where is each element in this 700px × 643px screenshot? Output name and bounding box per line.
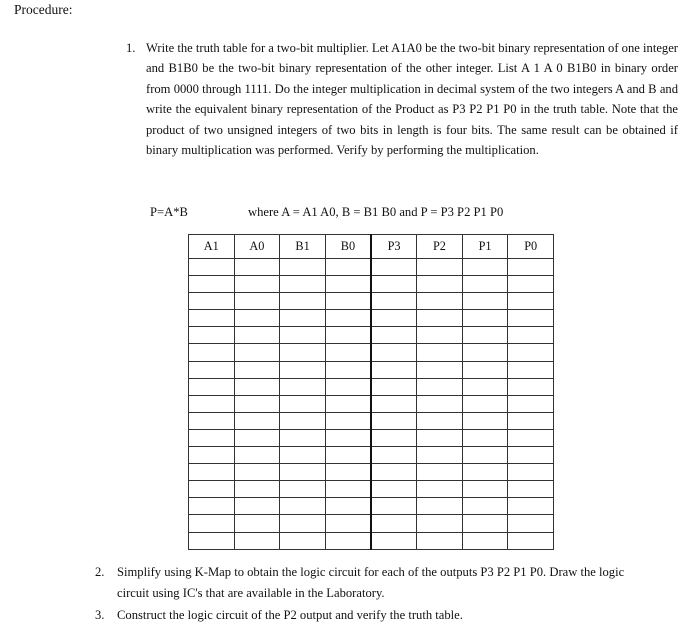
table-row bbox=[189, 276, 554, 293]
table-cell bbox=[189, 276, 235, 293]
table-cell bbox=[462, 412, 508, 429]
table-cell bbox=[371, 293, 417, 310]
table-cell bbox=[280, 378, 326, 395]
table-cell bbox=[417, 481, 463, 498]
table-cell bbox=[417, 515, 463, 532]
table-cell bbox=[280, 515, 326, 532]
table-cell bbox=[508, 378, 554, 395]
table-cell bbox=[325, 293, 371, 310]
table-cell bbox=[508, 276, 554, 293]
table-cell bbox=[189, 293, 235, 310]
table-cell bbox=[508, 412, 554, 429]
table-cell bbox=[417, 276, 463, 293]
table-cell bbox=[325, 378, 371, 395]
table-cell bbox=[280, 327, 326, 344]
table-cell bbox=[508, 293, 554, 310]
table-cell bbox=[280, 464, 326, 481]
table-cell bbox=[234, 327, 280, 344]
table-cell bbox=[462, 310, 508, 327]
table-row bbox=[189, 464, 554, 481]
table-cell bbox=[234, 412, 280, 429]
column-header-b0: B0 bbox=[325, 235, 371, 259]
table-cell bbox=[417, 412, 463, 429]
table-cell bbox=[371, 276, 417, 293]
procedure-heading: Procedure: bbox=[14, 2, 73, 17]
table-cell bbox=[325, 532, 371, 549]
table-cell bbox=[508, 498, 554, 515]
column-header-p2: P2 bbox=[417, 235, 463, 259]
table-cell bbox=[189, 515, 235, 532]
step-3-text: Construct the logic circuit of the P2 output and verify the truth table. bbox=[117, 608, 463, 622]
column-header-a1: A1 bbox=[189, 235, 235, 259]
table-cell bbox=[325, 327, 371, 344]
table-row bbox=[189, 447, 554, 464]
table-cell bbox=[417, 327, 463, 344]
table-cell bbox=[325, 361, 371, 378]
table-cell bbox=[462, 464, 508, 481]
truth-table-header-row bbox=[189, 235, 554, 259]
table-row bbox=[189, 481, 554, 498]
table-cell bbox=[325, 481, 371, 498]
table-cell bbox=[234, 532, 280, 549]
table-cell bbox=[325, 429, 371, 446]
table-cell bbox=[462, 498, 508, 515]
table-cell bbox=[325, 344, 371, 361]
table-cell bbox=[189, 395, 235, 412]
table-cell bbox=[280, 481, 326, 498]
table-cell bbox=[280, 310, 326, 327]
table-cell bbox=[462, 481, 508, 498]
table-cell bbox=[234, 498, 280, 515]
step-2 bbox=[95, 562, 655, 603]
table-row bbox=[189, 344, 554, 361]
table-cell bbox=[280, 276, 326, 293]
step-3 bbox=[95, 605, 655, 626]
table-cell bbox=[508, 344, 554, 361]
truth-table-body bbox=[189, 259, 554, 550]
table-cell bbox=[325, 515, 371, 532]
table-row bbox=[189, 429, 554, 446]
table-cell bbox=[417, 378, 463, 395]
table-cell bbox=[280, 532, 326, 549]
table-cell bbox=[462, 344, 508, 361]
column-header-a0: A0 bbox=[234, 235, 280, 259]
table-cell bbox=[280, 361, 326, 378]
step-1 bbox=[126, 38, 678, 160]
table-cell bbox=[371, 310, 417, 327]
table-cell bbox=[189, 378, 235, 395]
table-cell bbox=[417, 310, 463, 327]
table-cell bbox=[189, 447, 235, 464]
column-header-b1: B1 bbox=[280, 235, 326, 259]
table-cell bbox=[189, 310, 235, 327]
table-cell bbox=[417, 447, 463, 464]
table-cell bbox=[189, 344, 235, 361]
table-cell bbox=[462, 361, 508, 378]
table-cell bbox=[234, 361, 280, 378]
step-1-number: 1. bbox=[126, 41, 136, 55]
table-cell bbox=[371, 515, 417, 532]
table-row bbox=[189, 310, 554, 327]
table-cell bbox=[234, 515, 280, 532]
table-cell bbox=[234, 429, 280, 446]
column-header-p1: P1 bbox=[462, 235, 508, 259]
table-cell bbox=[371, 498, 417, 515]
table-cell bbox=[280, 429, 326, 446]
table-cell bbox=[508, 464, 554, 481]
table-cell bbox=[417, 259, 463, 276]
table-cell bbox=[371, 464, 417, 481]
table-cell bbox=[371, 361, 417, 378]
step-1-text: Write the truth table for a two-bit multiplier. Let A1A0 be the two-bit binary representation of one integer and B1B0 be the two-bit binary representation of the other integer. List A 1 A 0 B1B0 in binary order from 0000 through 1111. Do the integer multiplication in decimal system of the two integers A and B and write the equivalent binary representation of the Product as P3 P2 P1 P0 in the truth table. Note that the product of two unsigned integers of two bits in length is four bits. The same result can be obtained if binary multiplication was performed. Verify by performing the multiplication. bbox=[146, 41, 678, 158]
table-cell bbox=[234, 464, 280, 481]
table-cell bbox=[189, 481, 235, 498]
table-cell bbox=[280, 293, 326, 310]
table-cell bbox=[508, 532, 554, 549]
table-cell bbox=[462, 259, 508, 276]
table-cell bbox=[417, 429, 463, 446]
table-cell bbox=[371, 429, 417, 446]
table-cell bbox=[325, 395, 371, 412]
table-row bbox=[189, 327, 554, 344]
table-cell bbox=[234, 276, 280, 293]
table-cell bbox=[234, 310, 280, 327]
step-2-number: 2. bbox=[95, 565, 105, 579]
table-cell bbox=[189, 464, 235, 481]
table-cell bbox=[189, 327, 235, 344]
variable-definition: where A = A1 A0, B = B1 B0 and P = P3 P2 P1 P0 bbox=[248, 205, 504, 219]
table-row bbox=[189, 532, 554, 549]
table-cell bbox=[280, 395, 326, 412]
table-cell bbox=[508, 361, 554, 378]
table-row bbox=[189, 395, 554, 412]
product-formula: P=A*B bbox=[150, 205, 188, 219]
table-cell bbox=[189, 259, 235, 276]
table-cell bbox=[462, 327, 508, 344]
table-cell bbox=[234, 481, 280, 498]
table-cell bbox=[325, 464, 371, 481]
table-row bbox=[189, 498, 554, 515]
table-cell bbox=[280, 447, 326, 464]
table-cell bbox=[234, 378, 280, 395]
table-row bbox=[189, 412, 554, 429]
table-row bbox=[189, 378, 554, 395]
table-row bbox=[189, 515, 554, 532]
table-cell bbox=[371, 395, 417, 412]
table-cell bbox=[325, 412, 371, 429]
table-cell bbox=[234, 259, 280, 276]
table-cell bbox=[371, 481, 417, 498]
table-cell bbox=[189, 498, 235, 515]
table-cell bbox=[508, 310, 554, 327]
table-cell bbox=[508, 395, 554, 412]
table-cell bbox=[371, 412, 417, 429]
table-cell bbox=[371, 344, 417, 361]
table-cell bbox=[280, 344, 326, 361]
table-cell bbox=[325, 276, 371, 293]
table-cell bbox=[462, 515, 508, 532]
table-cell bbox=[280, 259, 326, 276]
table-cell bbox=[462, 395, 508, 412]
truth-table bbox=[188, 234, 554, 550]
table-cell bbox=[371, 378, 417, 395]
table-cell bbox=[371, 327, 417, 344]
table-cell bbox=[371, 259, 417, 276]
table-cell bbox=[325, 498, 371, 515]
table-cell bbox=[462, 447, 508, 464]
column-header-p3: P3 bbox=[371, 235, 417, 259]
table-cell bbox=[462, 276, 508, 293]
step-2-text: Simplify using K-Map to obtain the logic circuit for each of the outputs P3 P2 P1 P0. Draw the logic circuit using IC's that are available in the Laboratory. bbox=[117, 565, 625, 600]
table-cell bbox=[325, 259, 371, 276]
table-cell bbox=[508, 259, 554, 276]
table-cell bbox=[234, 395, 280, 412]
table-cell bbox=[371, 447, 417, 464]
table-cell bbox=[508, 327, 554, 344]
table-cell bbox=[417, 532, 463, 549]
table-cell bbox=[417, 361, 463, 378]
table-cell bbox=[280, 498, 326, 515]
table-cell bbox=[508, 515, 554, 532]
table-cell bbox=[189, 361, 235, 378]
table-cell bbox=[417, 344, 463, 361]
table-cell bbox=[234, 344, 280, 361]
table-cell bbox=[417, 293, 463, 310]
table-cell bbox=[462, 293, 508, 310]
table-row bbox=[189, 293, 554, 310]
table-cell bbox=[280, 412, 326, 429]
table-cell bbox=[234, 447, 280, 464]
table-cell bbox=[462, 532, 508, 549]
table-cell bbox=[189, 412, 235, 429]
column-header-p0: P0 bbox=[508, 235, 554, 259]
table-cell bbox=[508, 481, 554, 498]
table-cell bbox=[417, 498, 463, 515]
table-cell bbox=[234, 293, 280, 310]
table-cell bbox=[189, 429, 235, 446]
table-cell bbox=[189, 532, 235, 549]
table-row bbox=[189, 361, 554, 378]
table-cell bbox=[325, 447, 371, 464]
step-3-number: 3. bbox=[95, 608, 105, 622]
table-row bbox=[189, 259, 554, 276]
table-cell bbox=[508, 447, 554, 464]
table-cell bbox=[462, 378, 508, 395]
table-cell bbox=[462, 429, 508, 446]
table-cell bbox=[325, 310, 371, 327]
table-cell bbox=[371, 532, 417, 549]
table-cell bbox=[417, 464, 463, 481]
table-cell bbox=[417, 395, 463, 412]
table-cell bbox=[508, 429, 554, 446]
